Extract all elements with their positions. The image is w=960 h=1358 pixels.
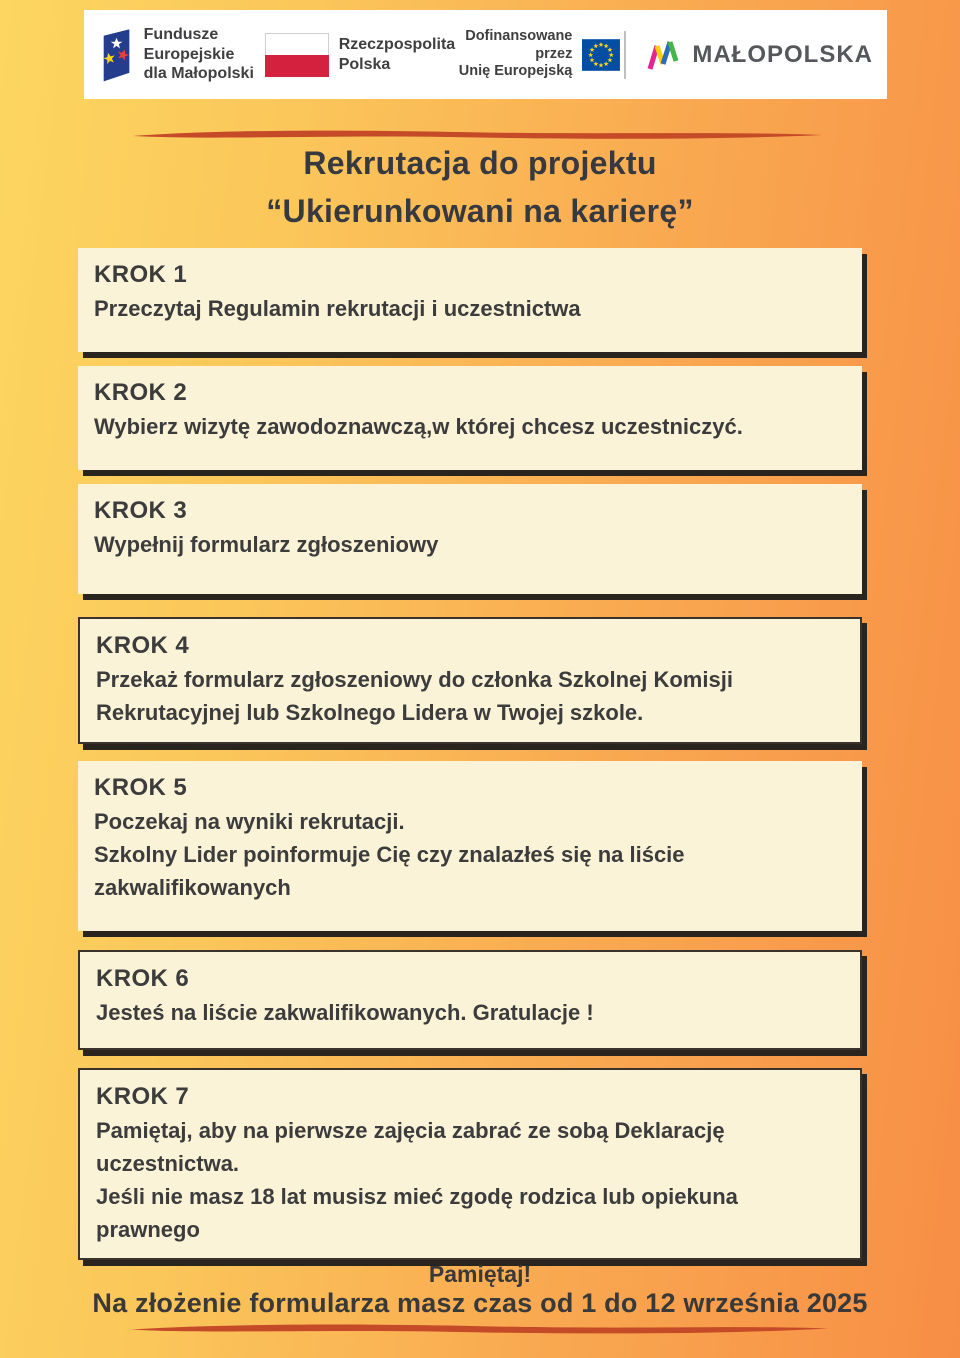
malopolska-label: MAŁOPOLSKA — [692, 40, 873, 68]
eu-cofunded-logo — [455, 28, 620, 81]
step-2-label: KROK 2 — [94, 379, 188, 406]
step-2-text: Wybierz wizytę zawodoznawczą,w której chcesz uczestniczyć. — [94, 414, 743, 439]
poland-label-line1: Rzeczpospolita — [338, 35, 456, 53]
eu-funds-label-line1: Fundusze Europejskie — [143, 26, 235, 63]
eu-funds-flag-icon — [98, 16, 134, 94]
step-card-5 — [78, 761, 862, 931]
step-6-text: Jesteś na liście zakwalifikowanych. Gratulacje ! — [96, 1000, 594, 1025]
step-7-text-1: Pamiętaj, aby na pierwsze zajęcia zabrać ze sobą Deklarację uczestnictwa. — [96, 1118, 725, 1176]
footer-line1: Pamiętaj! — [428, 1261, 532, 1287]
logo-divider — [624, 31, 626, 79]
malopolska-m-icon — [646, 39, 682, 71]
malopolska-logo — [620, 31, 873, 79]
page-title — [0, 139, 960, 235]
step-card-7 — [78, 1068, 862, 1260]
step-card-3 — [78, 484, 862, 594]
page-title-line1: Rekrutacja do projektu — [303, 145, 657, 181]
step-1-text: Przeczytaj Regulamin rekrutacji i uczestnictwa — [94, 296, 581, 321]
footer-line2: Na złożenie formularza masz czas od 1 do 12 września 2025 — [92, 1288, 868, 1318]
step-5-label: KROK 5 — [94, 774, 188, 801]
step-7-text-2: Jeśli nie masz 18 lat musisz mieć zgodę rodzica lub opiekuna prawnego — [96, 1184, 738, 1242]
footer-note — [0, 1261, 960, 1319]
eu-cofunded-label-line2: Unię Europejską — [458, 63, 573, 80]
poland-logo — [265, 33, 455, 77]
eu-funds-logo — [98, 16, 265, 94]
step-7-label: KROK 7 — [96, 1083, 190, 1110]
step-1-label: KROK 1 — [94, 261, 188, 288]
eu-funds-label — [144, 25, 265, 84]
brush-stroke-bottom — [128, 1321, 832, 1338]
step-3-label: KROK 3 — [94, 497, 188, 524]
step-4-label: KROK 4 — [96, 632, 190, 659]
step-card-1 — [78, 248, 862, 352]
step-5-text-2: Szkolny Lider poinformuje Cię czy znalazłeś się na liście zakwalifikowanych — [94, 842, 685, 900]
poland-label — [339, 35, 455, 74]
step-3-text: Wypełnij formularz zgłoszeniowy — [94, 532, 439, 557]
page-title-line2: “Ukierunkowani na karierę” — [266, 193, 694, 229]
eu-cofunded-label — [455, 28, 572, 81]
step-5-text-1: Poczekaj na wyniki rekrutacji. — [94, 809, 405, 834]
poland-flag-icon — [265, 33, 329, 77]
step-6-label: KROK 6 — [96, 965, 190, 992]
logo-band — [84, 10, 887, 99]
eu-funds-label-line2: dla Małopolski — [143, 65, 254, 83]
eu-flag-icon — [582, 35, 620, 75]
step-4-text: Przekaż formularz zgłoszeniowy do członka Szkolnej Komisji Rekrutacyjnej lub Szkolnego Lidera w Twojej szkole. — [96, 667, 733, 725]
step-card-4 — [78, 617, 862, 744]
eu-cofunded-label-line1: Dofinansowane przez — [465, 27, 573, 62]
poland-label-line2: Polska — [338, 55, 391, 73]
step-card-2 — [78, 366, 862, 470]
step-card-6 — [78, 950, 862, 1050]
